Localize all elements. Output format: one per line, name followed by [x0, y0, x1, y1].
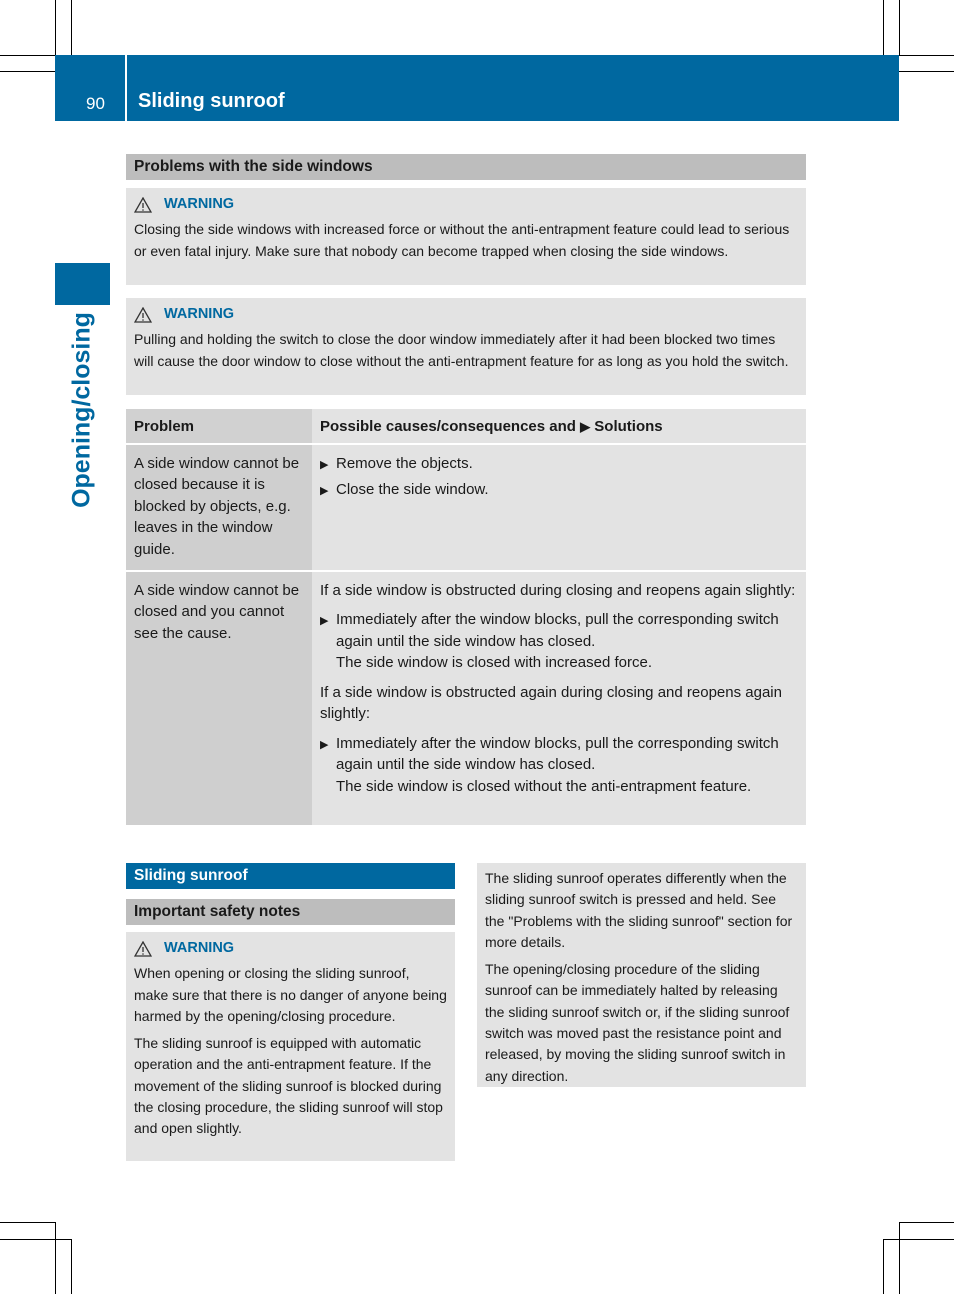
crop-mark — [0, 1222, 55, 1223]
result-text: The side window is closed with increased force. — [336, 654, 652, 671]
warning-text: Closing the side windows with increased force or without the anti-entrapment feature could lead to serious or even fatal injury. Make sure that nobody can become trapped when closing the side windows. — [134, 221, 790, 259]
crop-mark — [899, 1222, 954, 1223]
step-text: Immediately after the window blocks, pull the corresponding switch again until the side window has closed. — [336, 734, 779, 773]
crop-mark — [899, 1222, 900, 1294]
step — [320, 609, 798, 674]
warning-triangle-icon — [134, 307, 152, 323]
result-text: The side window is closed without the anti-entrapment feature. — [336, 777, 752, 795]
crop-mark — [0, 1239, 71, 1240]
step-text: Remove the objects. — [336, 454, 473, 472]
warning-text: Pulling and holding the switch to close the door window immediately after it had been blocked two times will cause the door window to close without the anti-entrapment feature for as long as you hold the switch. — [134, 331, 789, 369]
warning-label: WARNING — [164, 196, 235, 212]
header-causes-label: Possible causes/consequences and — [320, 418, 576, 435]
side-tab — [55, 263, 110, 305]
table-header-row — [126, 409, 806, 443]
warning-label: WARNING — [164, 940, 235, 956]
warning-box-sunroof — [126, 932, 455, 1161]
header-problem: Problem — [126, 409, 312, 443]
warning-label: WARNING — [164, 306, 235, 322]
step-text: Immediately after the window blocks, pull the corresponding switch again until the side window has closed. — [336, 611, 779, 650]
warning-header — [134, 938, 447, 959]
crop-mark — [71, 1239, 72, 1294]
problem-solution-table — [126, 409, 806, 825]
step — [320, 733, 798, 798]
crop-mark — [55, 0, 56, 55]
table-row — [126, 445, 806, 570]
warning-box-1 — [126, 188, 806, 285]
crop-mark — [899, 71, 954, 72]
crop-mark — [71, 0, 72, 55]
section-heading-side-windows: Problems with the side windows — [126, 154, 806, 180]
crop-mark — [0, 71, 55, 72]
problem-cell: A side window cannot be closed and you cannot see the cause. — [126, 572, 312, 825]
warning-triangle-icon — [134, 941, 152, 957]
page-number: 90 — [86, 94, 105, 113]
crop-mark — [883, 0, 884, 55]
warning-header — [134, 304, 798, 325]
header-solutions-label: Solutions — [594, 418, 663, 435]
problem-cell: A side window cannot be closed because it is blocked by objects, e.g. leaves in the window guide. — [126, 445, 312, 570]
arrow-icon: ▶ — [320, 458, 329, 471]
info-box-sunroof — [477, 863, 806, 1087]
page-title: Sliding sunroof — [138, 90, 285, 112]
chapter-side-label: Opening/closing — [67, 312, 96, 508]
crop-mark — [883, 1239, 954, 1240]
arrow-icon: ▶ — [580, 419, 591, 434]
crop-mark — [0, 55, 55, 56]
intro-text: If a side window is obstructed again during closing and reopens again slightly: — [320, 683, 782, 722]
header-solutions — [312, 409, 806, 443]
intro-text: If a side window is obstructed during closing and reopens again slightly: — [320, 581, 796, 599]
page-header — [55, 55, 899, 121]
crop-mark — [899, 55, 954, 56]
section-heading-sliding-sunroof: Sliding sunroof — [126, 863, 455, 889]
step-text: Close the side window. — [336, 481, 489, 498]
crop-mark — [55, 1222, 56, 1294]
arrow-icon: ▶ — [320, 485, 329, 497]
table-row — [126, 572, 806, 825]
solution-cell — [312, 572, 806, 825]
warning-text: The sliding sunroof is equipped with automatic operation and the anti-entrapment feature. If the movement of the sliding sunroof is blocked during the closing procedure, the sliding sunroof will stop and open slightly. — [134, 1035, 443, 1137]
header-divider — [125, 55, 127, 121]
solution-cell — [312, 445, 806, 570]
warning-box-2 — [126, 298, 806, 395]
crop-mark — [883, 1239, 884, 1294]
step — [320, 453, 798, 477]
info-text: The opening/closing procedure of the sliding sunroof can be immediately halted by releasing the sliding sunroof switch or, if the sliding sunroof switch was moved past the resistance point and released, by moving the sliding sunroof switch in any direction. — [485, 961, 790, 1084]
warning-header — [134, 194, 798, 215]
subsection-heading-safety-notes: Important safety notes — [126, 899, 455, 925]
arrow-icon: ▶ — [320, 615, 329, 627]
info-text: The sliding sunroof operates differently when the sliding sunroof switch is pressed and held. See the "Problems with the sliding sunroof" section for more details. — [485, 870, 793, 950]
step — [320, 479, 798, 503]
arrow-icon: ▶ — [320, 738, 329, 751]
crop-mark — [899, 0, 900, 55]
warning-triangle-icon — [134, 197, 152, 213]
warning-text: When opening or closing the sliding sunroof, make sure that there is no danger of anyone being harmed by the opening/closing procedure. — [134, 965, 447, 1024]
